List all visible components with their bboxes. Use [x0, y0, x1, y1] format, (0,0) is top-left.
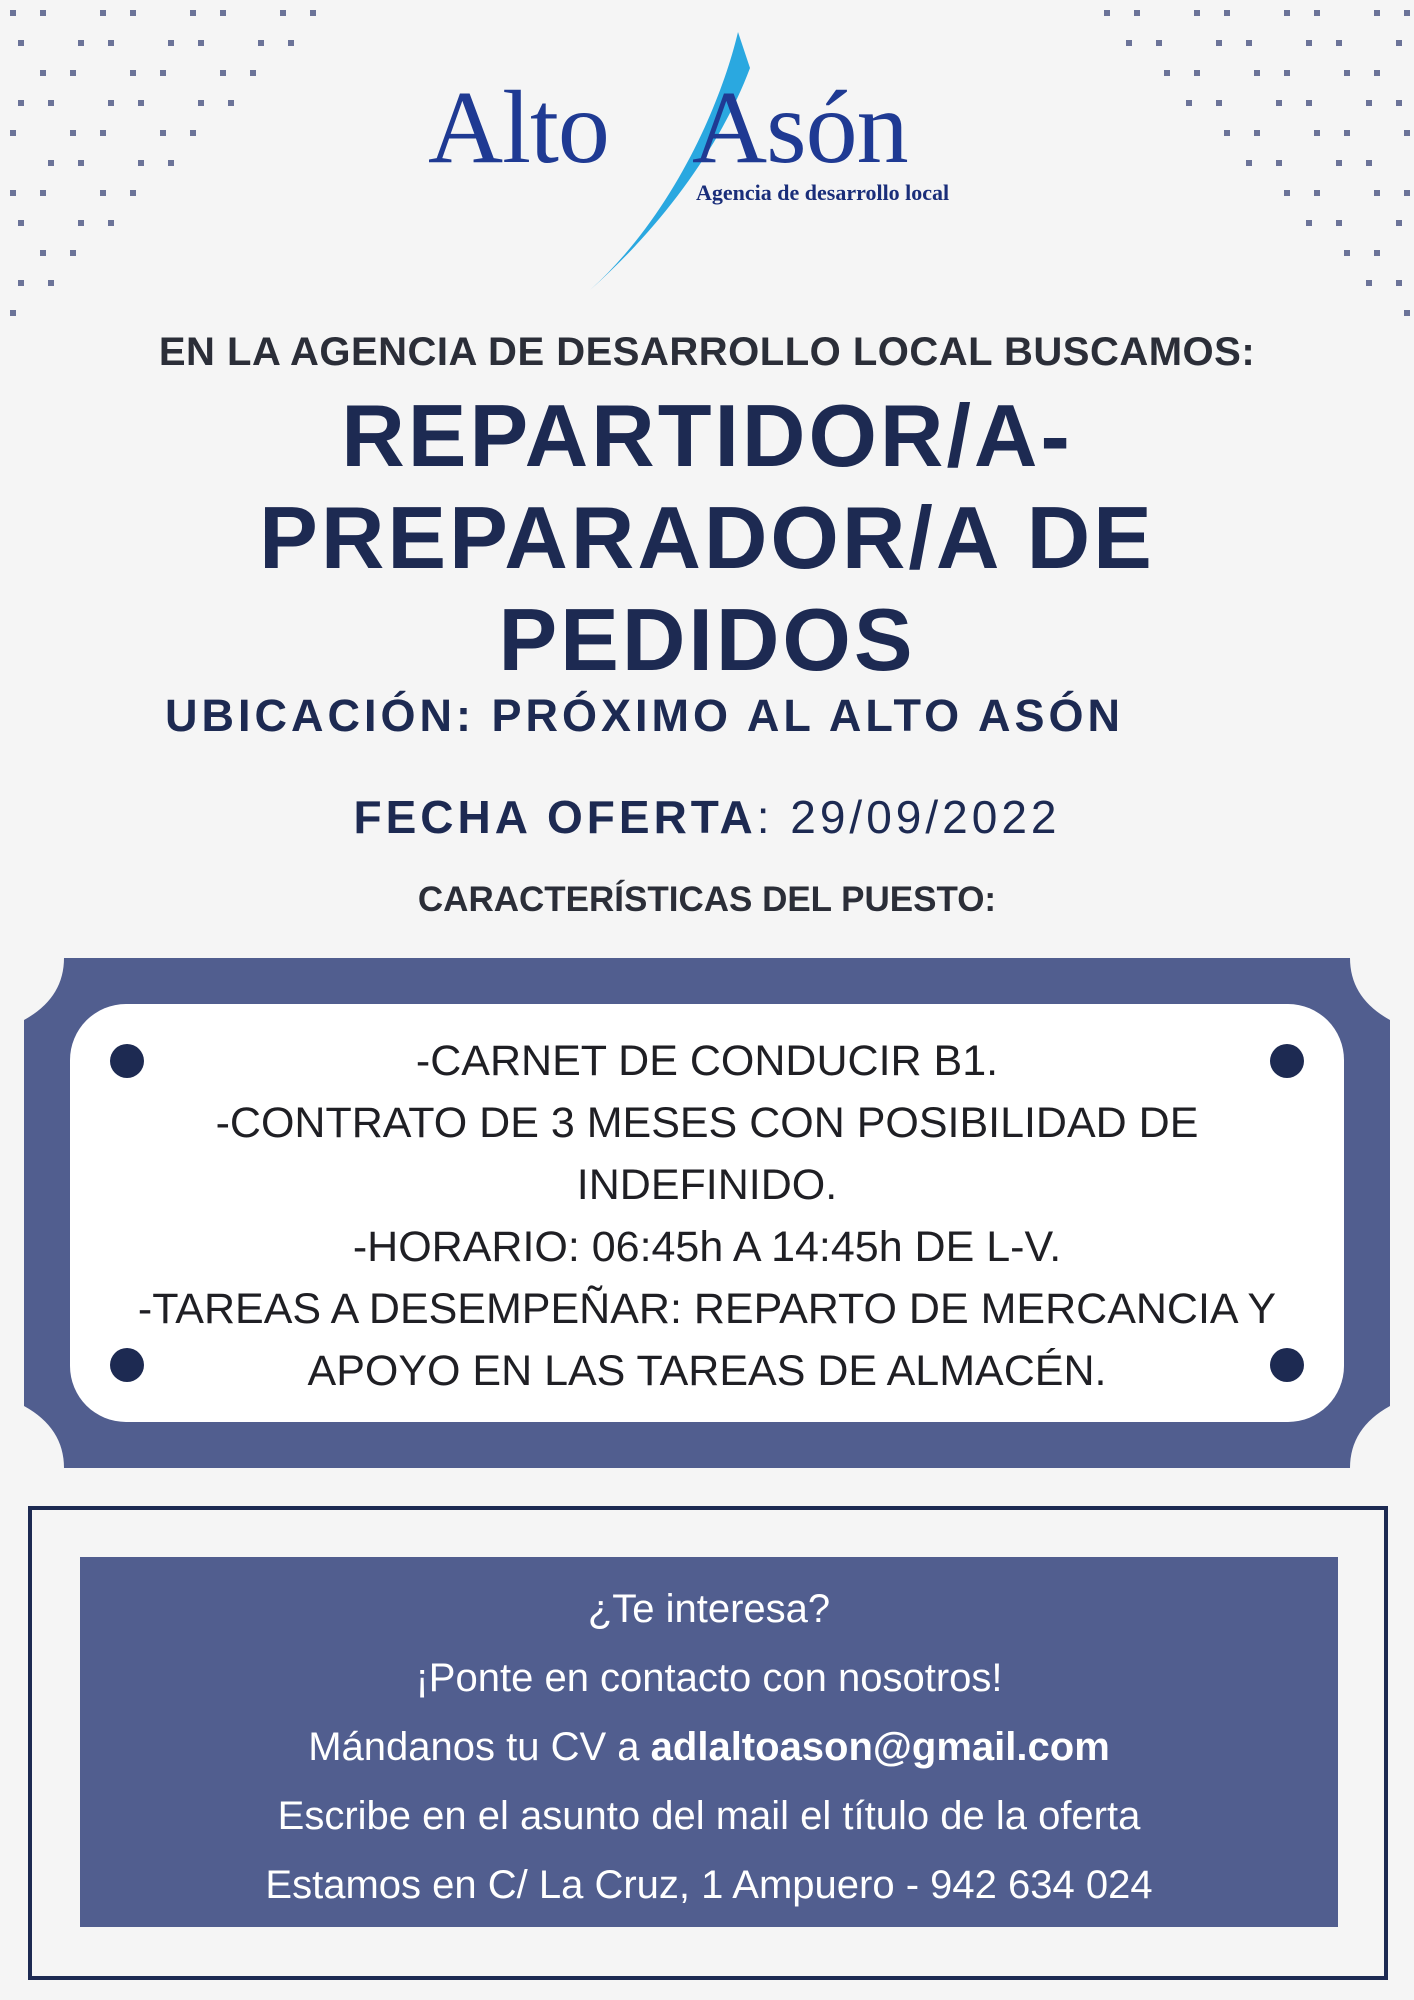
- decorative-dot: [1374, 250, 1380, 256]
- decorative-dot: [1366, 160, 1372, 166]
- characteristics-heading: CARACTERÍSTICAS DEL PUESTO:: [417, 880, 997, 919]
- decorative-dot: [1216, 40, 1222, 46]
- requirement-line: -TAREAS A DESEMPEÑAR: REPARTO DE MERCANCIA Y: [137, 1285, 1277, 1333]
- offer-date-separator: :: [756, 791, 791, 843]
- decorative-dot: [220, 70, 226, 76]
- decorative-dot: [1404, 310, 1410, 316]
- dot-pattern-left: [0, 0, 340, 340]
- decorative-dot: [228, 100, 234, 106]
- decorative-dot: [10, 190, 16, 196]
- decorative-dot: [280, 10, 286, 16]
- decorative-dot: [1314, 10, 1320, 16]
- decorative-dot: [1336, 40, 1342, 46]
- decorative-dot: [198, 100, 204, 106]
- decorative-dot: [48, 160, 54, 166]
- decorative-dot: [78, 40, 84, 46]
- decorative-dot: [10, 130, 16, 136]
- decorative-dot: [258, 40, 264, 46]
- decorative-dot: [1314, 130, 1320, 136]
- offer-date-label: FECHA OFERTA: [353, 791, 757, 843]
- decorative-dot: [1396, 40, 1402, 46]
- location-line: UBICACIÓN: PRÓXIMO AL ALTO ASÓN: [165, 690, 1125, 741]
- decorative-dot: [1404, 130, 1410, 136]
- decorative-dot: [1404, 190, 1410, 196]
- logo-name-right: Asón: [692, 70, 908, 185]
- decorative-dot: [40, 70, 46, 76]
- decorative-dot: [1126, 40, 1132, 46]
- contact-subject-note: Escribe en el asunto del mail el título de la oferta: [277, 1794, 1141, 1838]
- decorative-dot: [1396, 100, 1402, 106]
- decorative-dot: [70, 70, 76, 76]
- job-title: [0, 385, 1414, 691]
- decorative-dot: [1374, 70, 1380, 76]
- decorative-dot: [100, 190, 106, 196]
- job-title-line: PEDIDOS: [498, 590, 916, 689]
- decorative-dot: [1284, 190, 1290, 196]
- contact-call: ¡Ponte en contacto con nosotros!: [415, 1656, 1003, 1700]
- decorative-dot: [108, 100, 114, 106]
- decorative-dot: [1344, 130, 1350, 136]
- decorative-dot: [1374, 10, 1380, 16]
- contact-email-link[interactable]: adlaltoason@gmail.com: [650, 1725, 1110, 1769]
- decorative-dot: [1194, 70, 1200, 76]
- decorative-dot: [1134, 10, 1140, 16]
- decorative-dot: [1246, 40, 1252, 46]
- decorative-dot: [40, 190, 46, 196]
- decorative-dot: [40, 10, 46, 16]
- decorative-dot: [168, 160, 174, 166]
- decorative-dot: [1104, 10, 1110, 16]
- decorative-dot: [130, 10, 136, 16]
- intro-heading: EN LA AGENCIA DE DESARROLLO LOCAL BUSCAMOS:: [158, 330, 1256, 374]
- requirements-list: [110, 1030, 1304, 1402]
- decorative-dot: [48, 100, 54, 106]
- decorative-dot: [18, 40, 24, 46]
- decorative-dot: [10, 310, 16, 316]
- decorative-dot: [1306, 100, 1312, 106]
- decorative-dot: [70, 130, 76, 136]
- decorative-dot: [1366, 100, 1372, 106]
- decorative-dot: [1336, 160, 1342, 166]
- requirement-line: -CARNET DE CONDUCIR B1.: [415, 1037, 999, 1085]
- decorative-dot: [130, 190, 136, 196]
- decorative-dot: [1344, 70, 1350, 76]
- decorative-dot: [190, 10, 196, 16]
- decorative-dot: [1254, 70, 1260, 76]
- requirement-line: APOYO EN LAS TAREAS DE ALMACÉN.: [307, 1347, 1107, 1395]
- decorative-dot: [1284, 10, 1290, 16]
- alto-ason-logo: [420, 28, 1010, 298]
- decorative-dot: [1156, 40, 1162, 46]
- decorative-dot: [78, 160, 84, 166]
- contact-box: [80, 1557, 1338, 1927]
- decorative-dot: [70, 250, 76, 256]
- decorative-dot: [1164, 70, 1170, 76]
- decorative-dot: [100, 10, 106, 16]
- requirement-line: -CONTRATO DE 3 MESES CON POSIBILIDAD DE: [215, 1099, 1199, 1147]
- decorative-dot: [1396, 280, 1402, 286]
- decorative-dot: [1276, 100, 1282, 106]
- decorative-dot: [168, 40, 174, 46]
- decorative-dot: [1404, 10, 1410, 16]
- decorative-dot: [108, 220, 114, 226]
- decorative-dot: [160, 70, 166, 76]
- offer-date-line: [0, 790, 1414, 844]
- decorative-dot: [18, 280, 24, 286]
- decorative-dot: [250, 70, 256, 76]
- job-title-line: REPARTIDOR/A-: [341, 386, 1073, 485]
- decorative-dot: [130, 70, 136, 76]
- decorative-dot: [220, 10, 226, 16]
- decorative-dot: [1366, 280, 1372, 286]
- decorative-dot: [1396, 220, 1402, 226]
- decorative-dot: [18, 220, 24, 226]
- logo-name-left: Alto: [428, 70, 609, 185]
- logo-subtitle: Agencia de desarrollo local: [696, 180, 950, 205]
- decorative-dot: [310, 10, 316, 16]
- contact-question: ¿Te interesa?: [587, 1587, 831, 1631]
- requirement-line: INDEFINIDO.: [576, 1161, 838, 1209]
- decorative-dot: [1284, 70, 1290, 76]
- decorative-dot: [1194, 10, 1200, 16]
- decorative-dot: [1224, 130, 1230, 136]
- requirement-line: -HORARIO: 06:45h A 14:45h DE L-V.: [352, 1223, 1062, 1271]
- decorative-dot: [1276, 160, 1282, 166]
- job-title-line: PREPARADOR/A DE: [259, 488, 1155, 587]
- decorative-dot: [1336, 220, 1342, 226]
- decorative-dot: [288, 40, 294, 46]
- decorative-dot: [108, 40, 114, 46]
- decorative-dot: [18, 100, 24, 106]
- decorative-dot: [40, 250, 46, 256]
- decorative-dot: [1344, 250, 1350, 256]
- decorative-dot: [1306, 40, 1312, 46]
- decorative-dot: [1224, 10, 1230, 16]
- decorative-dot: [1374, 190, 1380, 196]
- offer-date-value: 29/09/2022: [790, 791, 1061, 843]
- decorative-dot: [1306, 220, 1312, 226]
- decorative-dot: [160, 130, 166, 136]
- decorative-dot: [1254, 130, 1260, 136]
- decorative-dot: [100, 130, 106, 136]
- decorative-dot: [1216, 100, 1222, 106]
- contact-cv-line: [80, 1713, 1338, 1782]
- decorative-dot: [198, 40, 204, 46]
- decorative-dot: [190, 130, 196, 136]
- decorative-dot: [1186, 100, 1192, 106]
- decorative-dot: [138, 100, 144, 106]
- decorative-dot: [48, 280, 54, 286]
- decorative-dot: [10, 10, 16, 16]
- contact-cv-prefix: Mándanos tu CV a: [308, 1725, 651, 1769]
- decorative-dot: [1246, 160, 1252, 166]
- decorative-dot: [138, 160, 144, 166]
- decorative-dot: [78, 220, 84, 226]
- contact-address: Estamos en C/ La Cruz, 1 Ampuero - 942 634 024: [265, 1863, 1153, 1907]
- dot-pattern-right: [1074, 0, 1414, 340]
- decorative-dot: [1314, 190, 1320, 196]
